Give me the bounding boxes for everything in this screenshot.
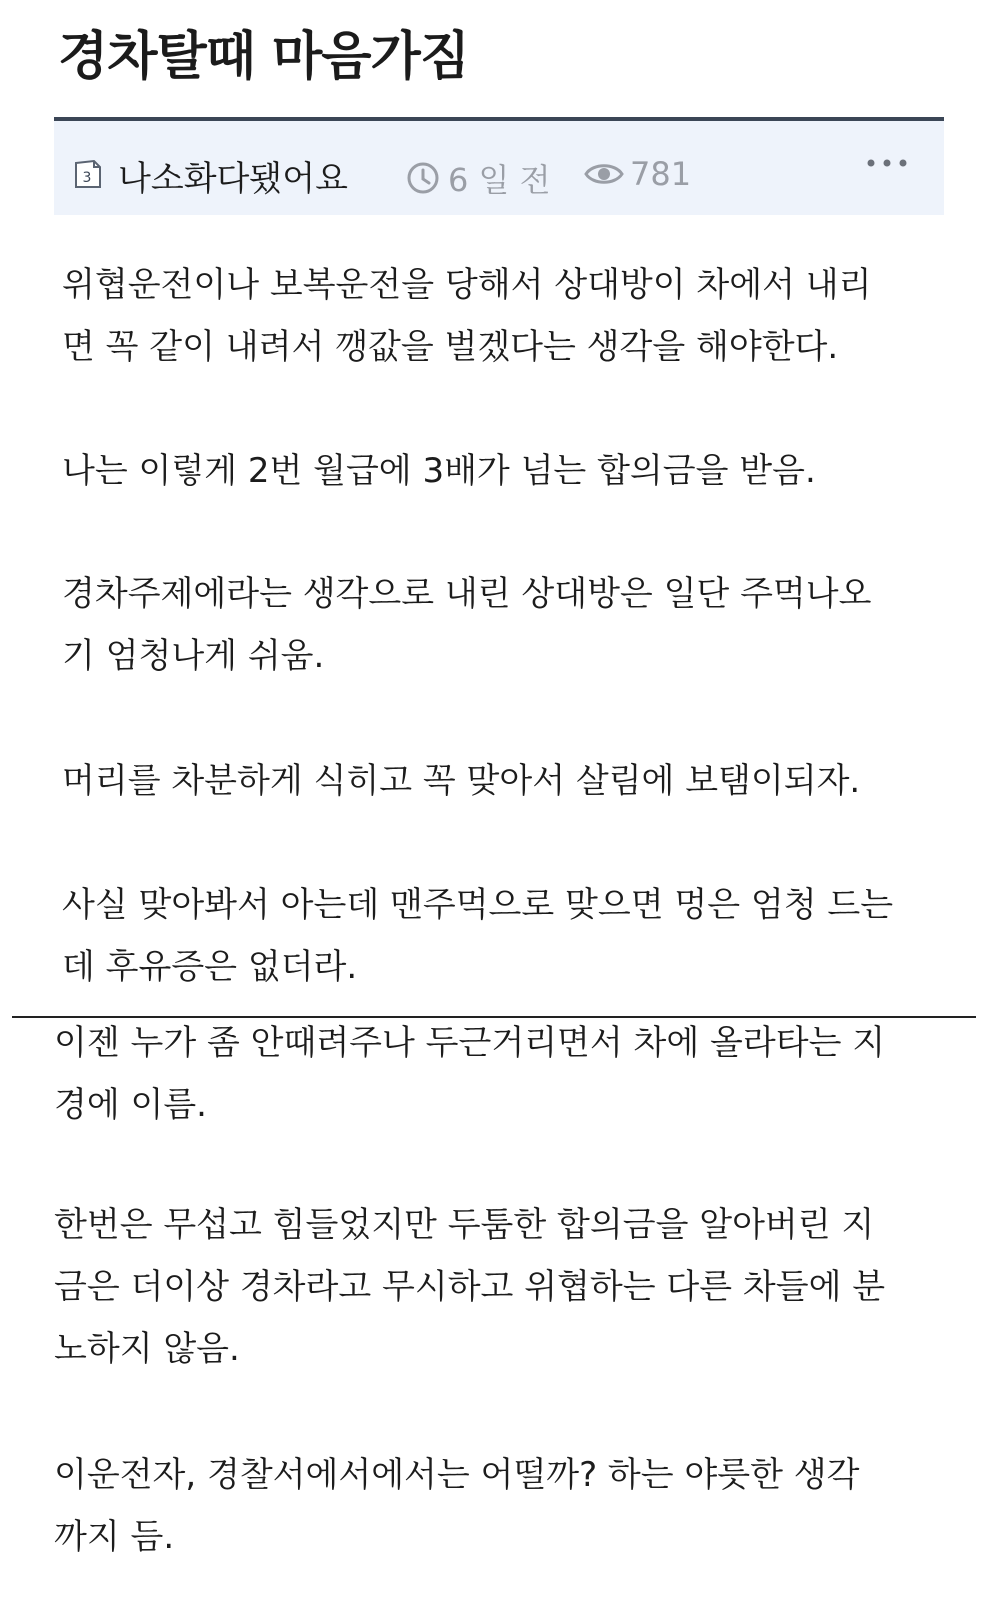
body-line: 사실 맞아봐서 아는데 맨주먹으로 맞으면 멍은 엄청 드는 <box>62 885 894 925</box>
clock-icon <box>406 161 440 195</box>
more-icon <box>864 151 910 175</box>
level-badge-icon <box>74 159 102 189</box>
post-time <box>406 155 551 201</box>
body-paragraph <box>54 1444 859 1568</box>
body-line: 경차주제에라는 생각으로 내린 상대방은 일단 주먹나오 <box>62 574 872 614</box>
more-options-button[interactable] <box>864 151 910 175</box>
body-paragraph <box>54 1194 885 1380</box>
body-line: 이운전자, 경찰서에서에서는 어떨까? 하는 야릇한 생각 <box>54 1455 860 1495</box>
body-line: 금은 더이상 경차라고 무시하고 위협하는 다른 차들에 분 <box>54 1267 886 1307</box>
post-meta-bar <box>54 117 944 215</box>
post-views-count: 781 <box>630 155 692 193</box>
eye-icon <box>584 160 624 188</box>
body-line: 나는 이렇게 2번 월급에 3배가 넘는 합의금을 받음. <box>62 451 816 491</box>
body-line: 머리를 차분하게 식히고 꼭 맞아서 살림에 보탬이되자. <box>62 761 861 801</box>
author-name[interactable]: 나소화다됐어요 <box>118 159 348 199</box>
body-line: 까지 듬. <box>54 1517 175 1557</box>
body-paragraph <box>62 750 860 812</box>
level-badge-text: 3 <box>82 170 92 186</box>
body-line: 데 후유증은 없더라. <box>62 947 358 987</box>
body-line: 이젠 누가 좀 안때려주나 두근거리면서 차에 올라타는 지 <box>54 1023 886 1063</box>
body-paragraph <box>62 254 871 378</box>
post-time-text: 6 일 전 <box>448 161 551 199</box>
body-paragraph <box>62 563 871 687</box>
body-line: 위협운전이나 보복운전을 당해서 상대방이 차에서 내리 <box>62 265 872 305</box>
body-line: 노하지 않음. <box>54 1329 240 1369</box>
body-paragraph <box>54 1012 885 1136</box>
body-line: 경에 이름. <box>54 1085 207 1125</box>
body-paragraph <box>62 874 893 998</box>
body-paragraph <box>62 440 816 502</box>
body-line: 기 엄청나게 쉬움. <box>62 636 325 676</box>
post-title: 경차탈때 마음가짐 <box>58 27 469 87</box>
body-line: 면 꼭 같이 내려서 깽값을 벌겠다는 생각을 해야한다. <box>62 327 839 367</box>
body-line: 한번은 무섭고 힘들었지만 두툼한 합의금을 알아버린 지 <box>54 1205 875 1245</box>
post-views <box>584 155 691 193</box>
